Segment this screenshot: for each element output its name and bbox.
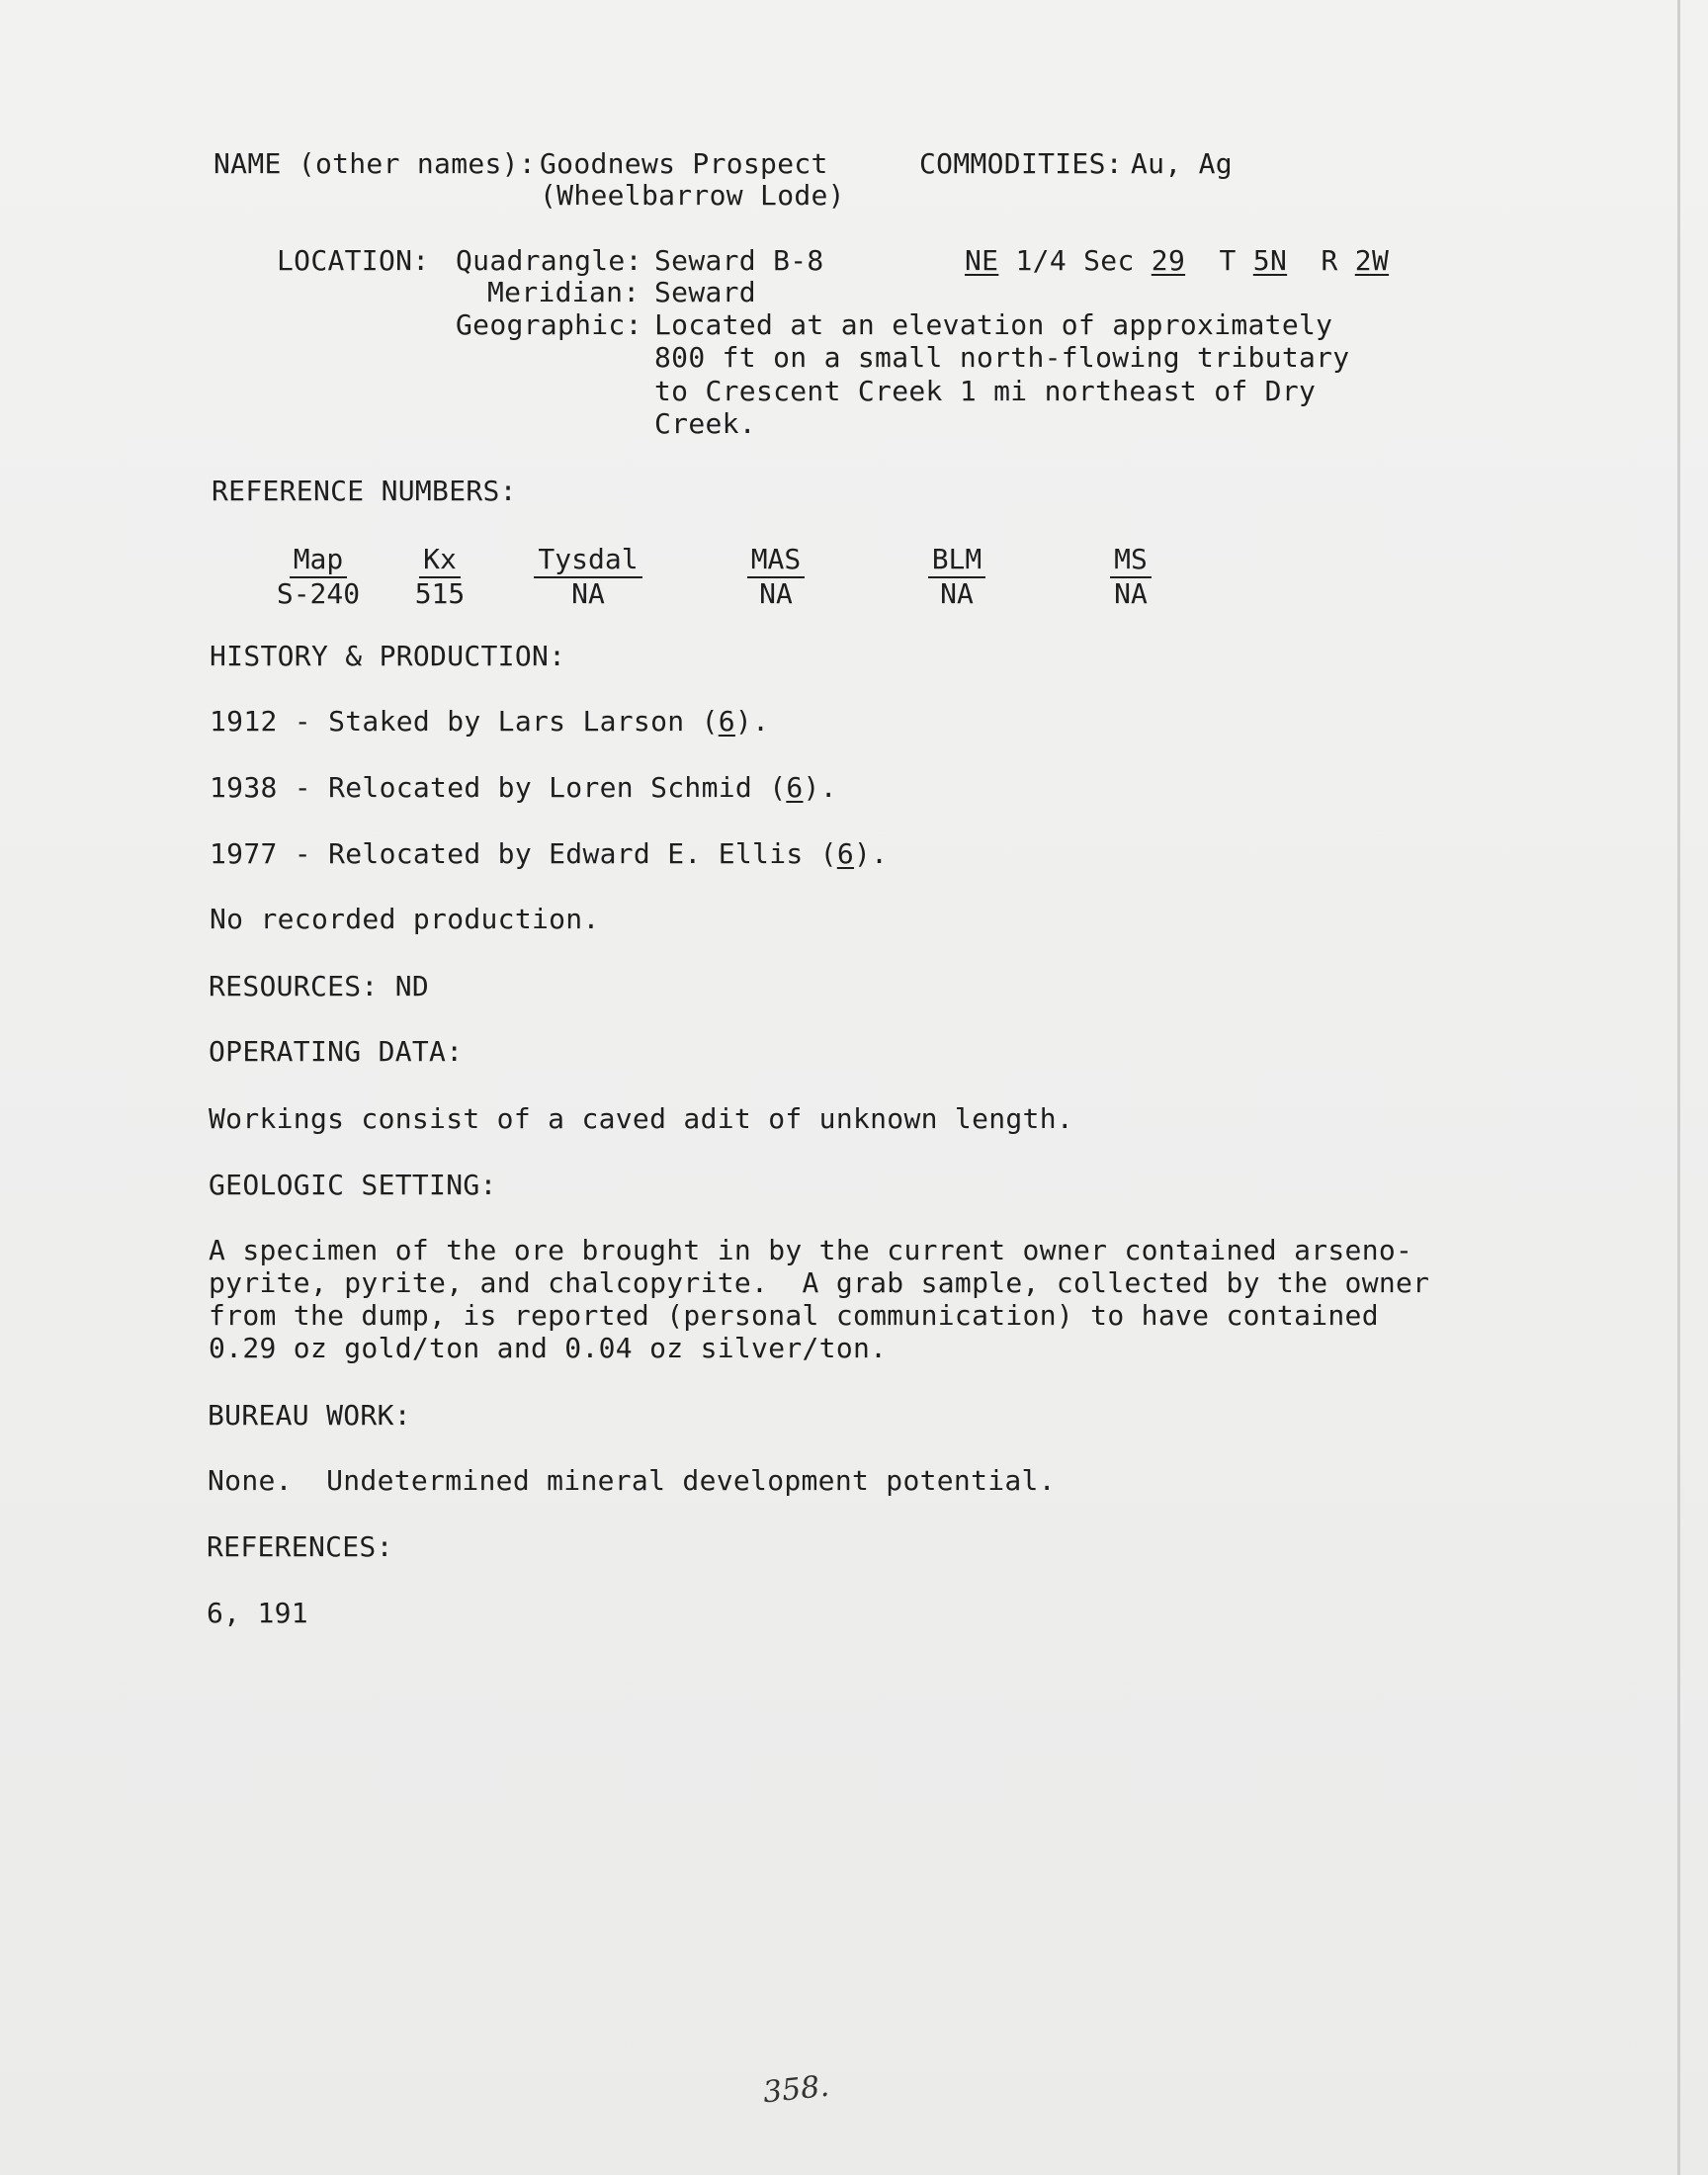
ref-value: NA (571, 577, 605, 610)
ref-col-ms (1081, 544, 1180, 610)
ref-col-map (261, 544, 376, 610)
geologic-line: A specimen of the ore brought in by the current owner contained arseno- (209, 1234, 1413, 1266)
geographic-label: Geographic: (456, 308, 642, 341)
ref-col-tysdal (524, 544, 652, 610)
ref-value: S-240 (276, 577, 361, 610)
ref-value: 515 (414, 577, 466, 610)
ref-value: NA (759, 577, 793, 610)
commodities-value: Au, Ag (1131, 147, 1233, 180)
history-entry: 1977 - Relocated by Edward E. Ellis (6). (210, 837, 889, 870)
history-heading: HISTORY & PRODUCTION: (210, 640, 566, 672)
quarter-text: 1/4 Sec (1015, 244, 1135, 277)
geographic-line: to Crescent Creek 1 mi northeast of Dry (654, 375, 1317, 407)
reference-citation: 6 (786, 771, 804, 804)
other-name: (Wheelbarrow Lode) (540, 179, 845, 212)
ref-col-mas (726, 544, 825, 610)
reference-citation: 6 (718, 705, 735, 738)
meridian-value: Seward (654, 276, 756, 308)
ref-header: Tysdal (534, 544, 641, 578)
bureau-text: None. Undetermined mineral development potential. (208, 1464, 1056, 1497)
geographic-line: 800 ft on a small north-flowing tributary (654, 341, 1350, 374)
production-text: No recorded production. (210, 903, 600, 935)
name-value: Goodnews Prospect (540, 147, 828, 180)
ref-header: MS (1110, 544, 1152, 578)
meridian-label: Meridian: (487, 276, 640, 308)
plss-line (965, 245, 1389, 277)
references-text: 6, 191 (207, 1597, 308, 1629)
ref-value: NA (1114, 577, 1148, 610)
history-entry: 1912 - Staked by Lars Larson (6). (210, 705, 770, 738)
quarter-value: NE (965, 244, 999, 277)
range-value: 2W (1354, 244, 1390, 277)
resources-line: RESOURCES: ND (209, 970, 430, 1002)
page-number: 358. (761, 2068, 831, 2111)
township-value: 5N (1252, 244, 1288, 277)
geologic-heading: GEOLOGIC SETTING: (209, 1169, 497, 1201)
ref-header: MAS (747, 544, 806, 578)
township-label: T (1219, 244, 1237, 277)
range-label: R (1321, 244, 1338, 277)
ref-col-blm (907, 544, 1006, 610)
page-edge-shadow (1677, 0, 1680, 2175)
ref-value: NA (940, 577, 974, 610)
bureau-heading: BUREAU WORK: (208, 1399, 411, 1432)
reference-citation: 6 (836, 837, 854, 870)
geologic-line: pyrite, pyrite, and chalcopyrite. A grab sample, collected by the owner (209, 1266, 1430, 1299)
history-entry: 1938 - Relocated by Loren Schmid (6). (210, 771, 837, 804)
geologic-line: from the dump, is reported (personal communication) to have contained (209, 1299, 1379, 1332)
references-heading: REFERENCES: (207, 1530, 393, 1563)
quadrangle-label: Quadrangle: (456, 244, 642, 277)
ref-header: BLM (928, 544, 986, 578)
geographic-line: Located at an elevation of approximately (654, 308, 1333, 341)
ref-header: Map (290, 544, 348, 578)
operating-text: Workings consist of a caved adit of unknown length. (209, 1102, 1074, 1135)
operating-heading: OPERATING DATA: (209, 1035, 464, 1068)
section-value: 29 (1151, 244, 1186, 277)
ref-header: Kx (419, 544, 461, 578)
location-label: LOCATION: (277, 244, 430, 277)
ref-col-kx (395, 544, 484, 610)
geographic-line: Creek. (654, 407, 756, 440)
reference-numbers-heading: REFERENCE NUMBERS: (212, 475, 517, 507)
geologic-line: 0.29 oz gold/ton and 0.04 oz silver/ton. (209, 1332, 888, 1364)
quadrangle-value: Seward B-8 (654, 244, 824, 277)
name-label: NAME (other names): (214, 147, 536, 180)
commodities-label: COMMODITIES: (919, 147, 1123, 180)
